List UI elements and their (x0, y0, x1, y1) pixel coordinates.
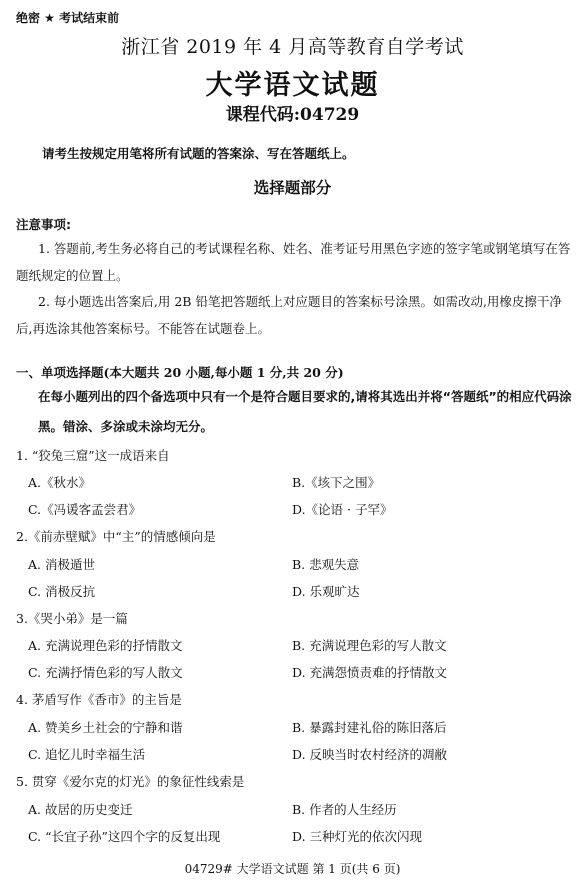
question-option: A. 充满说理色彩的抒情散文 (28, 638, 183, 653)
question-stem: 5. 贯穿《爱尔克的灯光》的象征性线索是 (16, 774, 245, 789)
course-code: 课程代码:04729 (225, 105, 360, 125)
question-option: A. 赞美乡土社会的宁静和谐 (28, 720, 183, 735)
question-option: C.《冯谖客孟尝君》 (28, 502, 142, 517)
question-option: C. 充满抒情色彩的写人散文 (28, 665, 183, 680)
notice-item (16, 288, 572, 342)
notice-label: 注意事项: (16, 217, 71, 232)
secret-mark: 绝密 ★ 考试结束前 (16, 11, 120, 25)
question-option: C. “长宜子孙”这四个字的反复出现 (28, 829, 221, 844)
answer-instruction: 请考生按规定用笔将所有试题的答案涂、写在答题纸上。 (42, 146, 355, 161)
question-option: A.《秋水》 (28, 475, 92, 490)
question-option: C. 消极反抗 (28, 584, 96, 599)
question-option: B. 作者的人生经历 (292, 802, 397, 817)
question-stem: 3.《哭小弟》是一篇 (16, 611, 128, 626)
part-title: 选择题部分 (253, 179, 332, 197)
question-option: B. 暴露封建礼俗的陈旧落后 (292, 720, 447, 735)
question-option: D. 反映当时农村经济的凋敝 (292, 747, 448, 762)
notice-item (16, 235, 572, 289)
question-option: C. 追忆儿时幸福生活 (28, 747, 146, 762)
question-option: A. 故居的历史变迁 (28, 802, 133, 817)
question-option: B. 充满说理色彩的写人散文 (292, 638, 447, 653)
subject-title: 大学语文试题 (205, 70, 380, 101)
notice-item-text: 1. 答题前,考生务必将自己的考试课程名称、姓名、准考证号用黑色字迹的签字笔或钢笔填写在答题纸规定的位置上。 (16, 241, 571, 283)
exam-title: 浙江省 2019 年 4 月高等教育自学考试 (121, 36, 464, 58)
question-option: D. 三种灯光的依次闪现 (292, 829, 423, 844)
question-stem: 1. “狡兔三窟”这一成语来自 (16, 448, 170, 463)
question-option: D. 充满怨愤责难的抒情散文 (292, 665, 448, 680)
question-option: D. 乐观旷达 (292, 584, 360, 599)
section-description: 在每小题列出的四个备选项中只有一个是符合题目要求的,请将其选出并将“答题纸”的相应代码涂黑。错涂、多涂或未涂均无分。 (38, 389, 572, 434)
question-option: B. 悲观失意 (292, 557, 360, 572)
notice-item-text: 2. 每小题选出答案后,用 2B 铅笔把答题纸上对应题目的答案标号涂黑。如需改动,用橡皮擦干净后,再选涂其他答案标号。不能答在试题卷上。 (16, 294, 562, 336)
question-option: D.《论语 · 子罕》 (292, 502, 393, 517)
question-option: A. 消极遁世 (28, 557, 95, 572)
question-stem: 4. 茅盾写作《香市》的主旨是 (16, 692, 182, 707)
page-footer: 04729# 大学语文试题 第 1 页(共 6 页) (184, 862, 401, 876)
section-title: 一、单项选择题(本大题共 20 小题,每小题 1 分,共 20 分) (16, 365, 344, 380)
question-stem: 2.《前赤壁赋》中“主”的情感倾向是 (16, 529, 216, 544)
question-option: B.《垓下之围》 (292, 475, 381, 490)
